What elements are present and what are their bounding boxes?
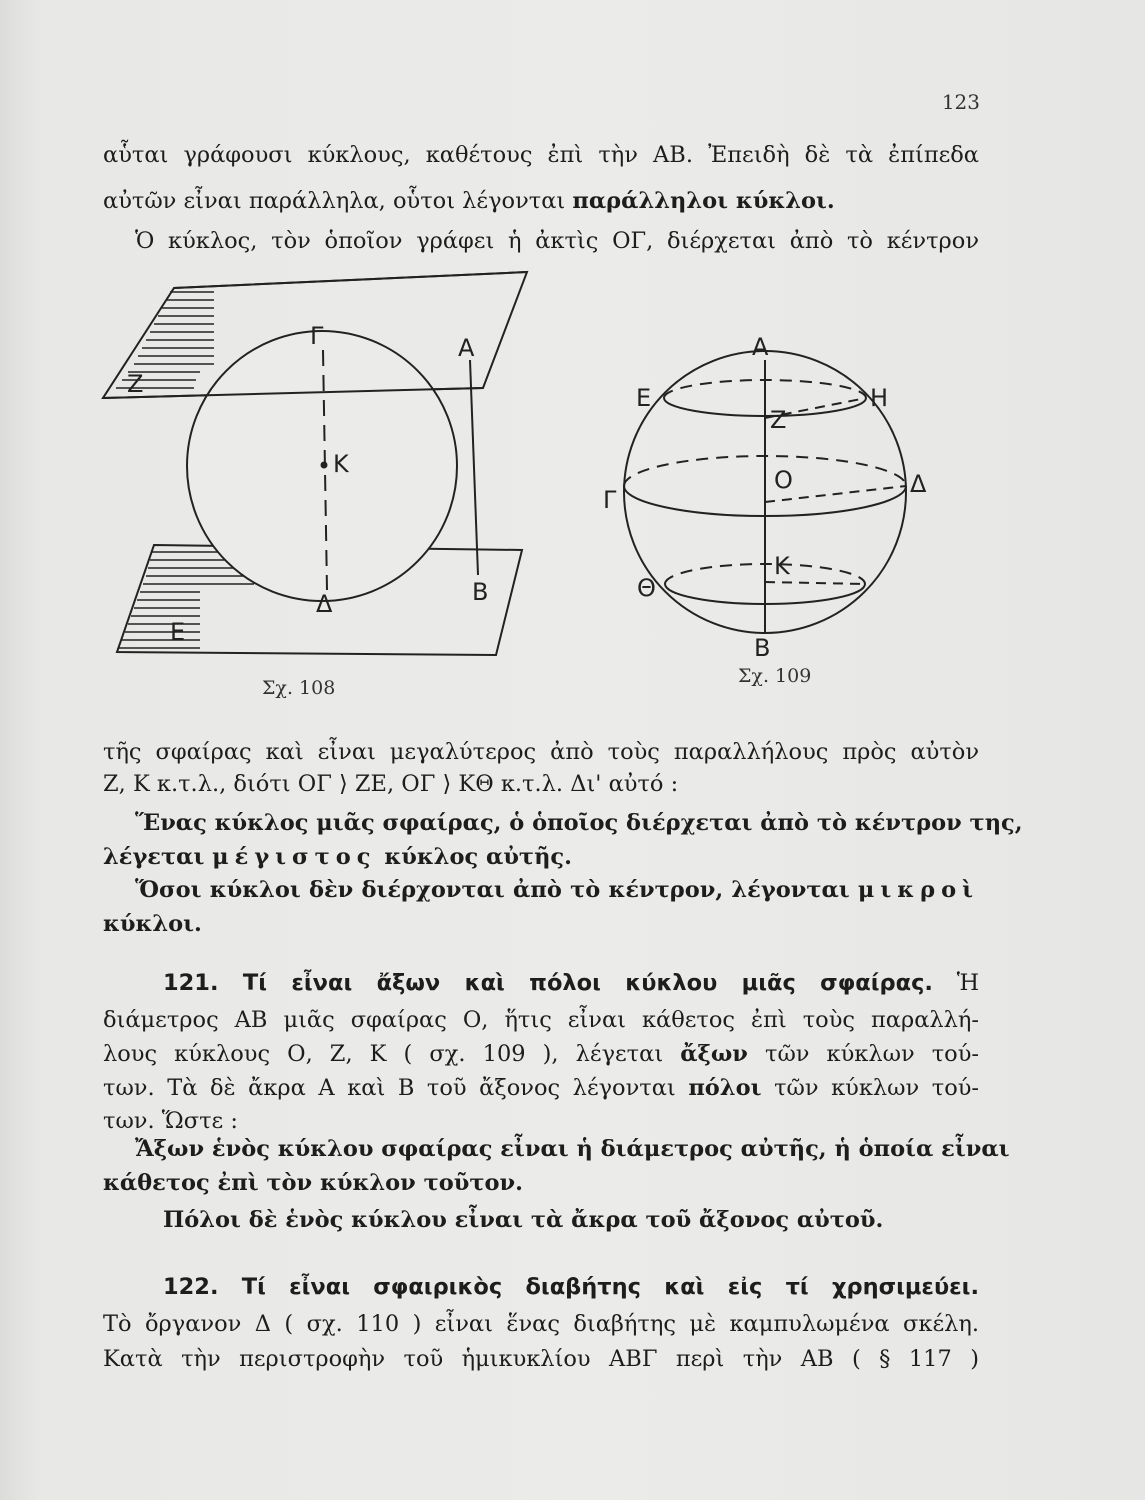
text-line: διάμετρος ΑΒ μιᾶς σφαίρας Ο, ἥτις εἶναι κάθετος ἐπὶ τοὺς παραλλή- bbox=[103, 1007, 979, 1033]
upper-plane-back-edge bbox=[174, 272, 527, 288]
center-point bbox=[322, 463, 327, 468]
figure-108-caption: Σχ. 108 bbox=[262, 677, 336, 699]
text-line: των. Ὥστε : bbox=[103, 1108, 238, 1134]
fig109-label-alpha: Α bbox=[752, 333, 769, 361]
fig109-label-eta: Η bbox=[870, 384, 889, 412]
fig108-label-epsilon: Ε bbox=[170, 618, 186, 646]
rule-axis-cont: κάθετος ἐπὶ τὸν κύκλον τοῦτον. bbox=[103, 1170, 523, 1196]
rule-great-circle-cont: λέγεται μέγιστος κύκλος αὐτῆς. bbox=[103, 844, 572, 870]
rule-small-circle: Ὅσοι κύκλοι δὲν διέρχονται ἀπὸ τὸ κέντρον, λέγονται μικροὶ bbox=[135, 877, 979, 903]
fig108-label-beta: Β bbox=[472, 578, 489, 606]
fig109-label-omicron: Ο bbox=[774, 466, 793, 494]
figure-109-caption: Σχ. 109 bbox=[738, 665, 812, 687]
figure-109 bbox=[624, 351, 906, 633]
fig108-label-zeta: Ζ bbox=[127, 370, 144, 398]
fig109-label-delta: Δ bbox=[910, 470, 927, 498]
fig109-label-beta: Β bbox=[754, 634, 771, 662]
fig108-label-kappa: Κ bbox=[333, 450, 349, 478]
fig109-label-theta: Θ bbox=[637, 574, 656, 602]
text-line: των. Τὰ δὲ ἄκρα Α καὶ Β τοῦ ἄξονος λέγονται πόλοι τῶν κύκλων τού- bbox=[103, 1075, 980, 1101]
text-line: Κατὰ τὴν περιστροφὴν τοῦ ἡμικυκλίου ΑΒΓ περὶ τὴν ΑΒ ( § 117 ) bbox=[103, 1346, 979, 1372]
text-line: τῆς σφαίρας καὶ εἶναι μεγαλύτερος ἀπὸ τοὺς παραλλήλους πρὸς αὐτὸν bbox=[103, 739, 979, 765]
text-line: αὗται γράφουσι κύκλους, καθέτους ἐπὶ τὴν ΑΒ. Ἐπειδὴ δὲ τὰ ἐπίπεδα bbox=[103, 142, 979, 168]
text-line: Ὁ κύκλος, τὸν ὁποῖον γράφει ἡ ἀκτὶς ΟΓ, διέρχεται ἀπὸ τὸ κέντρον bbox=[135, 228, 979, 254]
fig109-label-zeta: Ζ bbox=[770, 406, 787, 434]
term-poles: πόλοι bbox=[688, 1075, 762, 1101]
rule-axis: Ἄξων ἑνὸς κύκλου σφαίρας εἶναι ἡ διάμετρος αὐτῆς, ἡ ὁποία εἶναι bbox=[135, 1136, 1010, 1162]
term-small: μικροὶ bbox=[857, 877, 979, 903]
rule-poles: Πόλοι δὲ ἑνὸς κύκλου εἶναι τὰ ἄκρα τοῦ ἄξονος αὐτοῦ. bbox=[163, 1207, 884, 1233]
axis-line bbox=[470, 360, 478, 575]
text-line: Ζ, Κ κ.τ.λ., διότι ΟΓ ⟩ ΖΕ, ΟΓ ⟩ ΚΘ κ.τ.λ. Δι' αὐτό : bbox=[103, 771, 679, 797]
text-line: Τὸ ὄργανον Δ ( σχ. 110 ) εἶναι ἕνας διαβήτης μὲ καμπυλωμένα σκέλη. bbox=[103, 1311, 979, 1337]
rule-great-circle: Ἕνας κύκλος μιᾶς σφαίρας, ὁ ὁποῖος διέρχεται ἀπὸ τὸ κέντρον της, bbox=[135, 810, 1023, 836]
term-parallel-circles: παράλληλοι κύκλοι. bbox=[572, 188, 835, 214]
text-line: αὐτῶν εἶναι παράλληλα, οὗτοι λέγονται παράλληλοι κύκλοι. bbox=[103, 188, 835, 214]
fig109-label-epsilon: Ε bbox=[636, 384, 652, 412]
fig108-label-delta: Δ bbox=[316, 590, 333, 618]
text-line: λους κύκλους Ο, Ζ, Κ ( σχ. 109 ), λέγεται ἄξων τῶν κύκλων τού- bbox=[103, 1041, 979, 1067]
term-axis: ἄξων bbox=[680, 1041, 748, 1067]
fig109-label-kappa: Κ bbox=[774, 552, 790, 580]
rule-small-circle-cont: κύκλοι. bbox=[103, 911, 202, 937]
page-number: 123 bbox=[941, 90, 980, 114]
fig108-label-gamma: Γ bbox=[310, 322, 324, 350]
section-122-heading: 122. Τί εἶναι σφαιρικὸς διαβήτης καὶ εἰς τί χρησιμεύει. bbox=[163, 1274, 979, 1300]
lower-radius bbox=[765, 582, 865, 584]
section-121-heading: 121. Τί εἶναι ἄξων καὶ πόλοι κύκλου μιᾶς σφαίρας. Ἡ bbox=[163, 970, 980, 996]
fig108-label-alpha: Α bbox=[458, 334, 475, 362]
term-greatest: μέγιστος bbox=[212, 844, 377, 870]
fig109-label-gamma: Γ bbox=[603, 486, 617, 514]
